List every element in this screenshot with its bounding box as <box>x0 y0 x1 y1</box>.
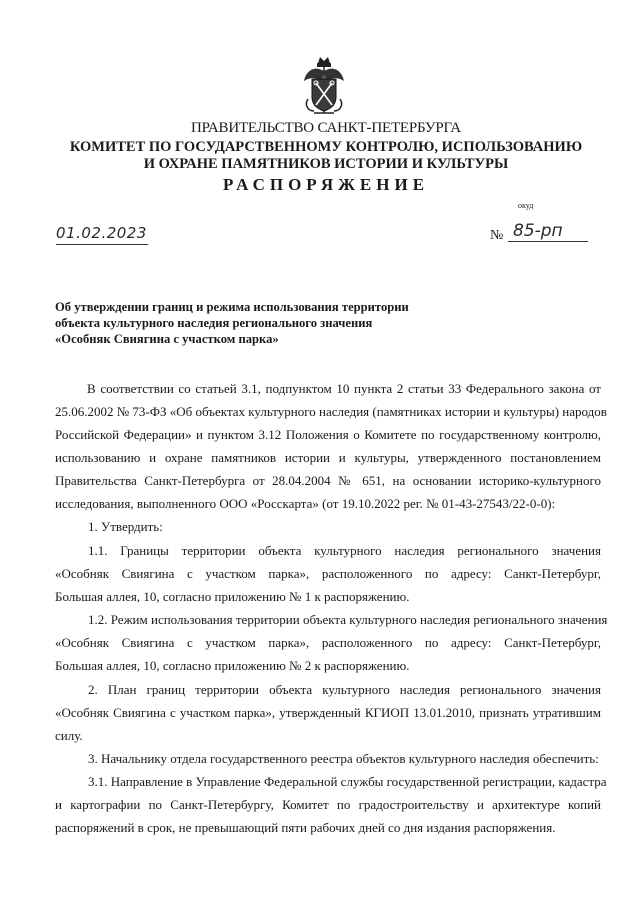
document-date: 01.02.2023 <box>56 222 148 245</box>
body-line: 1.1. Границы территории объекта культурного наследия регионального значения <box>88 543 601 558</box>
body-line: 1.2. Режим использования территории объекта культурного наследия регионального значения <box>88 612 608 627</box>
saint-petersburg-coat-of-arms-icon <box>300 55 348 117</box>
body-line: В соответствии со статьей 3.1, подпунктом 10 пункта 2 статьи 33 Федерального закона от <box>87 381 601 396</box>
body-line: Большая аллея, 10, согласно приложению № 1 к распоряжению. <box>55 589 410 604</box>
number-sign: № <box>490 228 504 243</box>
document-number: 85-рп <box>508 220 588 242</box>
committee-name-line-2: И ОХРАНЕ ПАМЯТНИКОВ ИСТОРИИ И КУЛЬТУРЫ <box>143 156 509 172</box>
government-name: ПРАВИТЕЛЬСТВО САНКТ-ПЕТЕРБУРГА <box>191 120 461 136</box>
body-line: 1. Утвердить: <box>88 519 163 534</box>
body-line: 25.06.2002 № 73-ФЗ «Об объектах культурного наследия (памятниках истории и культуры) народов <box>55 404 607 419</box>
body-line: Российской Федерации» и пунктом 3.12 Положения о Комитете по государственному контролю, <box>55 427 601 442</box>
okud-label: окуд <box>518 201 534 210</box>
body-line: и картографии по Санкт-Петербургу, Комитет по градостроительству и архитектуре копий <box>55 797 601 812</box>
body-line: 3. Начальнику отдела государственного реестра объектов культурного наследия обеспечить: <box>88 751 599 766</box>
body-line: 2. План границ территории объекта культурного наследия регионального значения <box>88 682 601 697</box>
body-line: «Особняк Свиягина с участком парка», расположенного по адресу: Санкт-Петербург, <box>55 566 601 581</box>
document-type-title: РАСПОРЯЖЕНИЕ <box>222 175 430 194</box>
body-line: исследования, выполненного ООО «Росскарта» (от 19.10.2022 рег. № 01-43-27543/22-0-0): <box>55 496 556 511</box>
subject-line-3: «Особняк Свиягина с участком парка» <box>55 332 279 346</box>
subject-line-2: объекта культурного наследия регионального значения <box>55 316 373 330</box>
subject-line-1: Об утверждении границ и режима использования территории <box>55 300 409 314</box>
committee-name-line-1: КОМИТЕТ ПО ГОСУДАРСТВЕННОМУ КОНТРОЛЮ, ИСПОЛЬЗОВАНИЮ <box>69 139 583 155</box>
body-line: 3.1. Направление в Управление Федеральной службы государственной регистрации, кадастра <box>88 774 607 789</box>
body-line: «Особняк Свиягина с участком парка», утвержденный КГИОП 13.01.2010, признать утратившим <box>55 705 601 720</box>
body-line: использованию и охране памятников истории и культуры, утвержденного постановлением <box>55 450 601 465</box>
body-line: «Особняк Свиягина с участком парка», расположенного по адресу: Санкт-Петербург, <box>55 635 601 650</box>
body-line: распоряжений в срок, не превышающий пяти рабочих дней со дня издания распоряжения. <box>55 820 556 835</box>
body-line: силу. <box>55 728 83 743</box>
body-line: Большая аллея, 10, согласно приложению № 2 к распоряжению. <box>55 658 410 673</box>
body-line: Правительства Санкт-Петербурга от 28.04.2004 № 651, на основании историко-культурного <box>55 473 601 488</box>
